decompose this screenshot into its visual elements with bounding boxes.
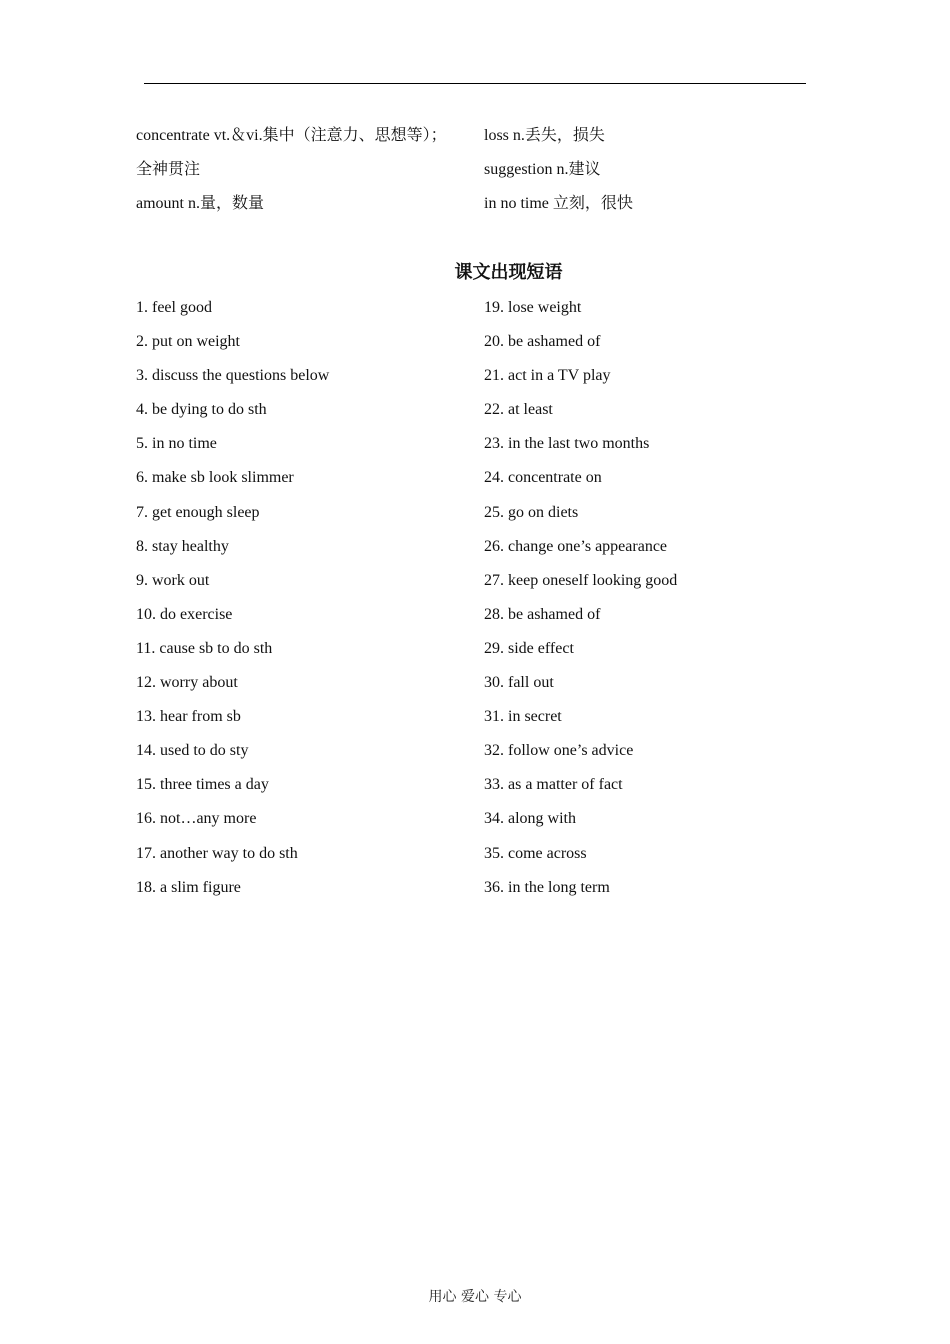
phrase-row (136, 802, 816, 836)
phrase-row (136, 871, 816, 905)
phrase-item: 20. be ashamed of (484, 333, 601, 351)
phrase-item: 16. not…any more (136, 810, 257, 828)
phrase-item: 27. keep oneself looking good (484, 571, 678, 589)
phrase-item: 5. in no time (136, 435, 217, 453)
phrase-row (136, 700, 816, 734)
phrase-item: 3. discuss the questions below (136, 367, 330, 385)
vocab-row (136, 187, 816, 221)
phrase-row (136, 598, 816, 632)
phrase-item: 1. feel good (136, 299, 212, 316)
phrase-row (136, 530, 816, 564)
phrase-row (136, 427, 816, 461)
phrase-row (136, 632, 816, 666)
phrase-item: 17. another way to do sth (136, 844, 298, 862)
phrase-row (136, 393, 816, 427)
phrase-item: 11. cause sb to do sth (136, 639, 273, 657)
phrase-item: 2. put on weight (136, 333, 240, 351)
phrase-item: 13. hear from sb (136, 708, 241, 726)
phrase-item: 4. be dying to do sth (136, 401, 267, 419)
vocab-row (136, 153, 816, 187)
phrase-item: 29. side effect (484, 639, 574, 657)
phrase-item: 32. follow one’s advice (484, 742, 634, 760)
phrase-item: 28. be ashamed of (484, 605, 601, 623)
vocab-row (136, 119, 816, 153)
vocab-entry: suggestion n.建议 (484, 161, 601, 178)
section-title: 课文出现短语 (454, 262, 563, 283)
phrase-item: 30. fall out (484, 674, 554, 692)
phrase-row (136, 666, 816, 700)
phrase-item: 15. three times a day (136, 776, 269, 794)
phrase-item: 19. lose weight (484, 299, 582, 316)
phrase-item: 25. go on diets (484, 503, 579, 521)
header-rule (144, 83, 806, 84)
vocab-entry: loss n.丢失，损失 (484, 127, 605, 144)
vocab-entry: in no time 立刻，很快 (484, 195, 633, 212)
phrase-item: 33. as a matter of fact (484, 776, 623, 794)
phrase-item: 6. make sb look slimmer (136, 469, 294, 487)
phrase-item: 34. along with (484, 810, 576, 828)
phrase-item: 14. used to do sty (136, 742, 249, 760)
phrase-item: 10. do exercise (136, 605, 233, 623)
phrase-item: 36. in the long term (484, 878, 610, 896)
phrase-item: 7. get enough sleep (136, 503, 260, 521)
vocab-entry: concentrate vt.＆vi.集中（注意力、思想等）； (136, 127, 447, 144)
phrase-row (136, 734, 816, 768)
phrase-item: 26. change one’s appearance (484, 537, 668, 555)
phrase-item: 35. come across (484, 844, 587, 862)
vocab-entry: amount n.量，数量 (136, 195, 264, 212)
phrase-item: 12. worry about (136, 674, 238, 692)
phrase-item: 31. in secret (484, 708, 562, 726)
phrase-list (136, 291, 816, 905)
phrase-item: 21. act in a TV play (484, 367, 611, 385)
phrase-item: 9. work out (136, 571, 210, 589)
phrase-row (136, 291, 816, 325)
phrase-item: 22. at least (484, 401, 553, 419)
vocab-entry: 全神贯注 (136, 161, 201, 178)
phrase-row (136, 768, 816, 802)
phrase-row (136, 564, 816, 598)
vocabulary-list (136, 119, 816, 221)
phrase-row (136, 837, 816, 871)
phrase-row (136, 325, 816, 359)
page-footer: 用心 爱心 专心 (428, 1289, 522, 1305)
phrase-item: 23. in the last two months (484, 435, 650, 453)
phrase-row (136, 496, 816, 530)
phrase-item: 8. stay healthy (136, 537, 229, 555)
phrase-item: 18. a slim figure (136, 878, 241, 896)
phrase-row (136, 461, 816, 495)
phrase-row (136, 359, 816, 393)
phrase-item: 24. concentrate on (484, 469, 602, 487)
